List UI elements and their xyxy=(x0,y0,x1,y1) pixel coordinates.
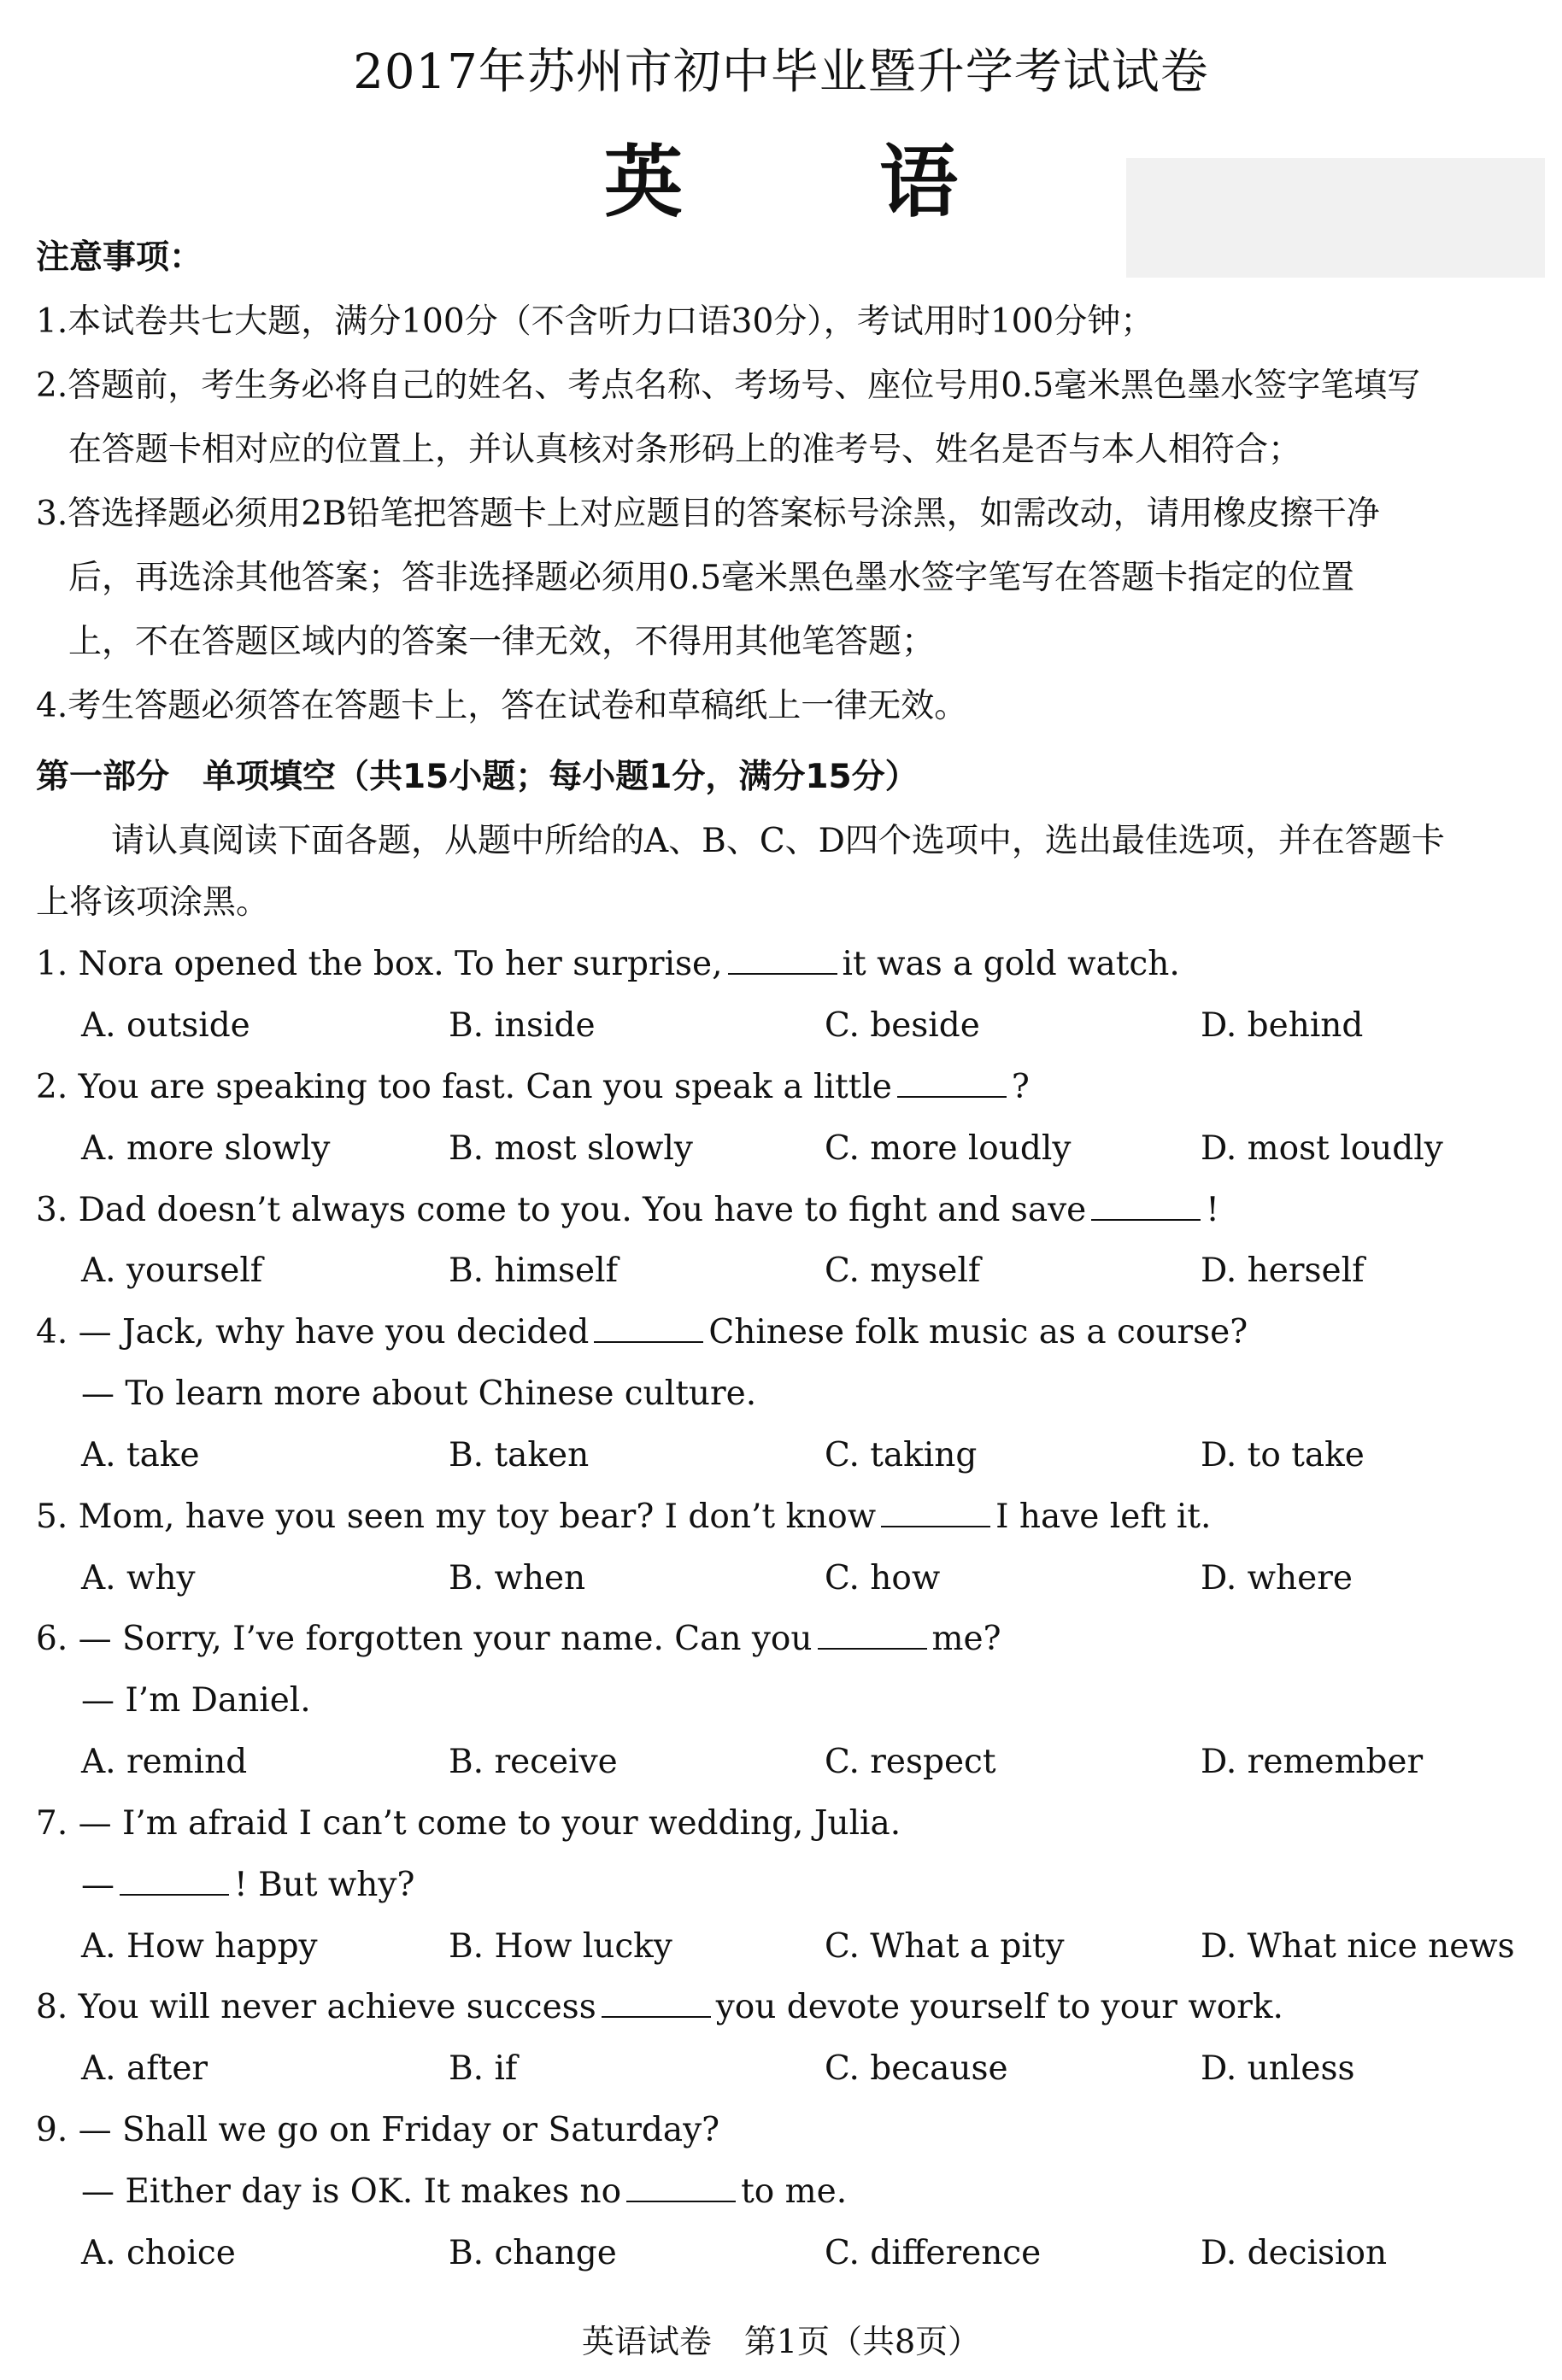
subject-title: 英语 xyxy=(604,136,1154,228)
option-b: B. taken xyxy=(449,1436,590,1474)
answer-blank xyxy=(728,947,837,975)
option-d: D. most loudly xyxy=(1201,1129,1443,1168)
question-stem: 4. — Jack, why have you decided Chinese folk music as a course? xyxy=(36,1313,1248,1351)
option-b: B. himself xyxy=(449,1252,619,1290)
option-d: D. unless xyxy=(1201,2049,1355,2088)
note-line: 上，不在答题区域内的答案一律无效，不得用其他笔答题； xyxy=(68,623,936,661)
question-stem: 8. You will never achieve success you devote yourself to your work. xyxy=(36,1988,1283,2026)
note-line: 4.考生答题必须答在答题卡上，答在试卷和草稿纸上一律无效。 xyxy=(36,687,968,725)
answer-blank xyxy=(881,1500,990,1527)
section-heading: 第一部分 单项填空（共15小题；每小题1分，满分15分） xyxy=(36,758,919,796)
note-line: 2.答题前，考生务必将自己的姓名、考点名称、考场号、座位号用0.5毫米黑色墨水签字笔填写 xyxy=(36,366,1421,405)
option-a: A. outside xyxy=(81,1006,250,1045)
page-footer: 英语试卷 第1页（共8页） xyxy=(581,2323,981,2360)
answer-blank xyxy=(602,1990,711,2018)
option-c: C. more loudly xyxy=(825,1129,1072,1168)
section-instruction: 请认真阅读下面各题，从题中所给的A、B、C、D四个选项中，选出最佳选项，并在答题卡 xyxy=(111,822,1445,860)
question-stem: 2. You are speaking too fast. Can you speak a little ? xyxy=(36,1068,1030,1106)
option-a: A. How happy xyxy=(81,1927,318,1966)
question-reply: — To learn more about Chinese culture. xyxy=(81,1375,757,1413)
answer-blank xyxy=(1091,1193,1201,1221)
option-b: B. How lucky xyxy=(449,1927,672,1966)
answer-blank xyxy=(818,1622,927,1650)
option-b: B. inside xyxy=(449,1006,596,1045)
question-stem: 1. Nora opened the box. To her surprise, it was a gold watch. xyxy=(36,945,1180,983)
answer-blank xyxy=(897,1070,1007,1098)
option-a: A. take xyxy=(81,1436,200,1474)
option-c: C. difference xyxy=(825,2234,1042,2272)
option-d: D. behind xyxy=(1201,1006,1364,1045)
option-a: A. more slowly xyxy=(81,1129,331,1168)
question-stem: 9. — Shall we go on Friday or Saturday? xyxy=(36,2111,720,2149)
option-c: C. beside xyxy=(825,1006,980,1045)
option-a: A. choice xyxy=(81,2234,236,2272)
option-d: D. remember xyxy=(1201,1743,1424,1781)
option-d: D. herself xyxy=(1201,1252,1365,1290)
option-c: C. myself xyxy=(825,1252,981,1290)
answer-blank xyxy=(120,1868,229,1896)
question-stem: 3. Dad doesn’t always come to you. You have to fight and save ! xyxy=(36,1191,1219,1229)
option-d: D. decision xyxy=(1201,2234,1388,2272)
option-b: B. if xyxy=(449,2049,518,2088)
option-a: A. remind xyxy=(81,1743,248,1781)
note-line: 后，再选涂其他答案；答非选择题必须用0.5毫米黑色墨水签字笔写在答题卡指定的位置 xyxy=(68,559,1355,597)
option-a: A. after xyxy=(81,2049,208,2088)
section-instruction: 上将该项涂黑。 xyxy=(36,883,270,922)
option-d: D. where xyxy=(1201,1559,1353,1597)
note-line: 3.答选择题必须用2B铅笔把答题卡上对应题目的答案标号涂黑，如需改动，请用橡皮擦干净 xyxy=(36,495,1380,533)
question-reply: — Either day is OK. It makes no to me. xyxy=(81,2172,848,2211)
option-c: C. What a pity xyxy=(825,1927,1065,1966)
note-line: 1.本试卷共七大题，满分100分（不含听力口语30分），考试用时100分钟； xyxy=(36,302,1154,341)
option-a: A. why xyxy=(81,1559,196,1597)
option-b: B. when xyxy=(449,1559,586,1597)
question-stem: 5. Mom, have you seen my toy bear? I don’t know I have left it. xyxy=(36,1498,1212,1536)
note-line: 在答题卡相对应的位置上，并认真核对条形码上的准考号、姓名是否与本人相符合； xyxy=(68,431,1302,469)
option-c: C. respect xyxy=(825,1743,996,1781)
option-c: C. how xyxy=(825,1559,941,1597)
question-stem: 7. — I’m afraid I can’t come to your wedding, Julia. xyxy=(36,1804,901,1843)
question-reply: — I’m Daniel. xyxy=(81,1681,311,1720)
option-c: C. taking xyxy=(825,1436,978,1474)
option-d: D. to take xyxy=(1201,1436,1365,1474)
option-b: B. change xyxy=(449,2234,617,2272)
option-c: C. because xyxy=(825,2049,1008,2088)
option-b: B. receive xyxy=(449,1743,618,1781)
option-b: B. most slowly xyxy=(449,1129,693,1168)
question-reply: — ! But why? xyxy=(81,1866,415,1904)
exam-title: 2017年苏州市初中毕业暨升学考试试卷 xyxy=(353,44,1209,100)
option-d: D. What nice news xyxy=(1201,1927,1515,1966)
notes-heading: 注意事项： xyxy=(36,238,203,277)
option-a: A. yourself xyxy=(81,1252,263,1290)
answer-blank xyxy=(594,1316,703,1343)
answer-blank xyxy=(626,2175,736,2202)
question-stem: 6. — Sorry, I’ve forgotten your name. Can you me? xyxy=(36,1620,1001,1658)
